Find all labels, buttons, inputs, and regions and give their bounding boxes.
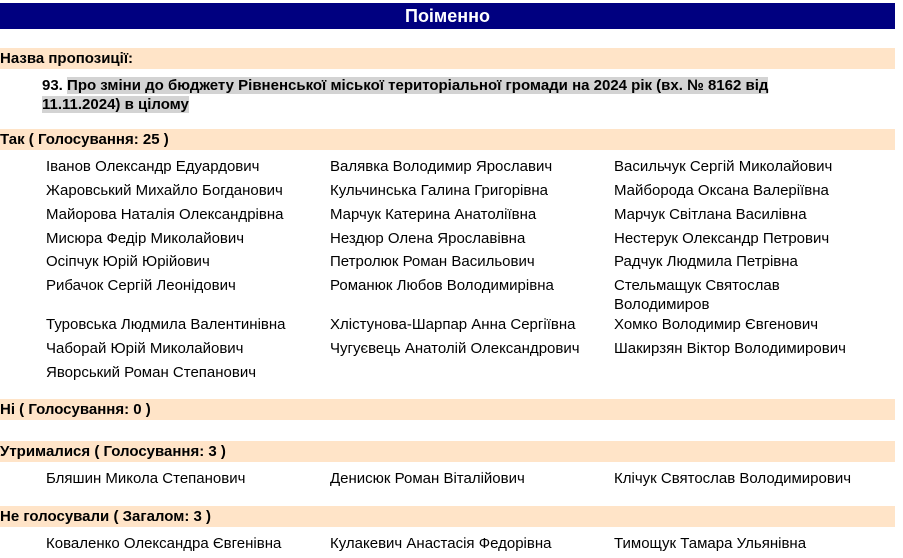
group-abstain-header (0, 441, 895, 462)
proposal-number: 93. (42, 77, 63, 94)
voter-name: Романюк Любов Володимирівна (330, 277, 554, 294)
proposal-title (42, 76, 842, 114)
voter-name: Нездюр Олена Ярославівна (330, 230, 526, 247)
voter-name: Мисюра Федір Миколайович (46, 230, 245, 247)
voter-name: Іванов Олександр Едуардович (46, 158, 260, 175)
proposal-label: Назва пропозиції: (0, 50, 134, 67)
group-yes-title: Так ( Голосування: 25 ) (0, 131, 169, 148)
voter-name: Марчук Катерина Анатоліївна (330, 206, 537, 223)
page-title: Поіменно (0, 3, 895, 29)
group-no-title: Ні ( Голосування: 0 ) (0, 401, 151, 418)
voter-name: Яворський Роман Степанович (46, 364, 257, 381)
proposal-text: Про зміни до бюджету Рівненської міської територіальної громади на 2024 рік (вх. № 8162 від 11.11.2024) в цілому (42, 77, 769, 113)
voter-name: Радчук Людмила Петрівна (614, 253, 798, 270)
proposal-label-bar (0, 48, 895, 69)
group-not-voted-header (0, 506, 895, 527)
voter-name: Кулакевич Анастасія Федорівна (330, 535, 552, 552)
voter-name: Кульчинська Галина Григорівна (330, 182, 548, 199)
voter-name: Шакирзян Віктор Володимирович (614, 340, 846, 357)
voter-name: Тимощук Тамара Ульянівна (614, 535, 807, 552)
voter-name: Денисюк Роман Віталійович (330, 470, 525, 487)
voter-name: Жаровський Михайло Богданович (46, 182, 283, 199)
voter-name: Валявка Володимир Ярославич (330, 158, 553, 175)
voter-name: Хлістунова-Шарпар Анна Сергіївна (330, 316, 576, 333)
voter-name: Марчук Світлана Василівна (614, 206, 807, 223)
voter-name: Туровська Людмила Валентинівна (46, 316, 286, 333)
voter-name: Коваленко Олександра Євгенівна (46, 535, 282, 552)
group-yes-header (0, 129, 895, 150)
voter-name: Нестерук Олександр Петрович (614, 230, 830, 247)
voter-name: Хомко Володимир Євгенович (614, 316, 819, 333)
voter-name: Бляшин Микола Степанович (46, 470, 246, 487)
voter-name: Васильчук Сергій Миколайович (614, 158, 833, 175)
group-no-header (0, 399, 895, 420)
voter-name: Осіпчук Юрій Юрійович (46, 253, 210, 270)
voter-name: Стельмащук Святослав Володимиров (614, 277, 780, 313)
voter-name: Клічук Святослав Володимирович (614, 470, 852, 487)
voter-name: Петролюк Роман Васильович (330, 253, 535, 270)
voter-name: Рибачок Сергій Леонідович (46, 277, 236, 294)
group-not-voted-title: Не голосували ( Загалом: 3 ) (0, 508, 211, 525)
group-abstain-title: Утрималися ( Голосування: 3 ) (0, 443, 226, 460)
voter-name: Майборода Оксана Валеріївна (614, 182, 829, 199)
voter-name: Чугуєвець Анатолій Олександрович (330, 340, 580, 357)
voter-name: Майорова Наталія Олександрівна (46, 206, 284, 223)
voter-name: Чаборай Юрій Миколайович (46, 340, 244, 357)
